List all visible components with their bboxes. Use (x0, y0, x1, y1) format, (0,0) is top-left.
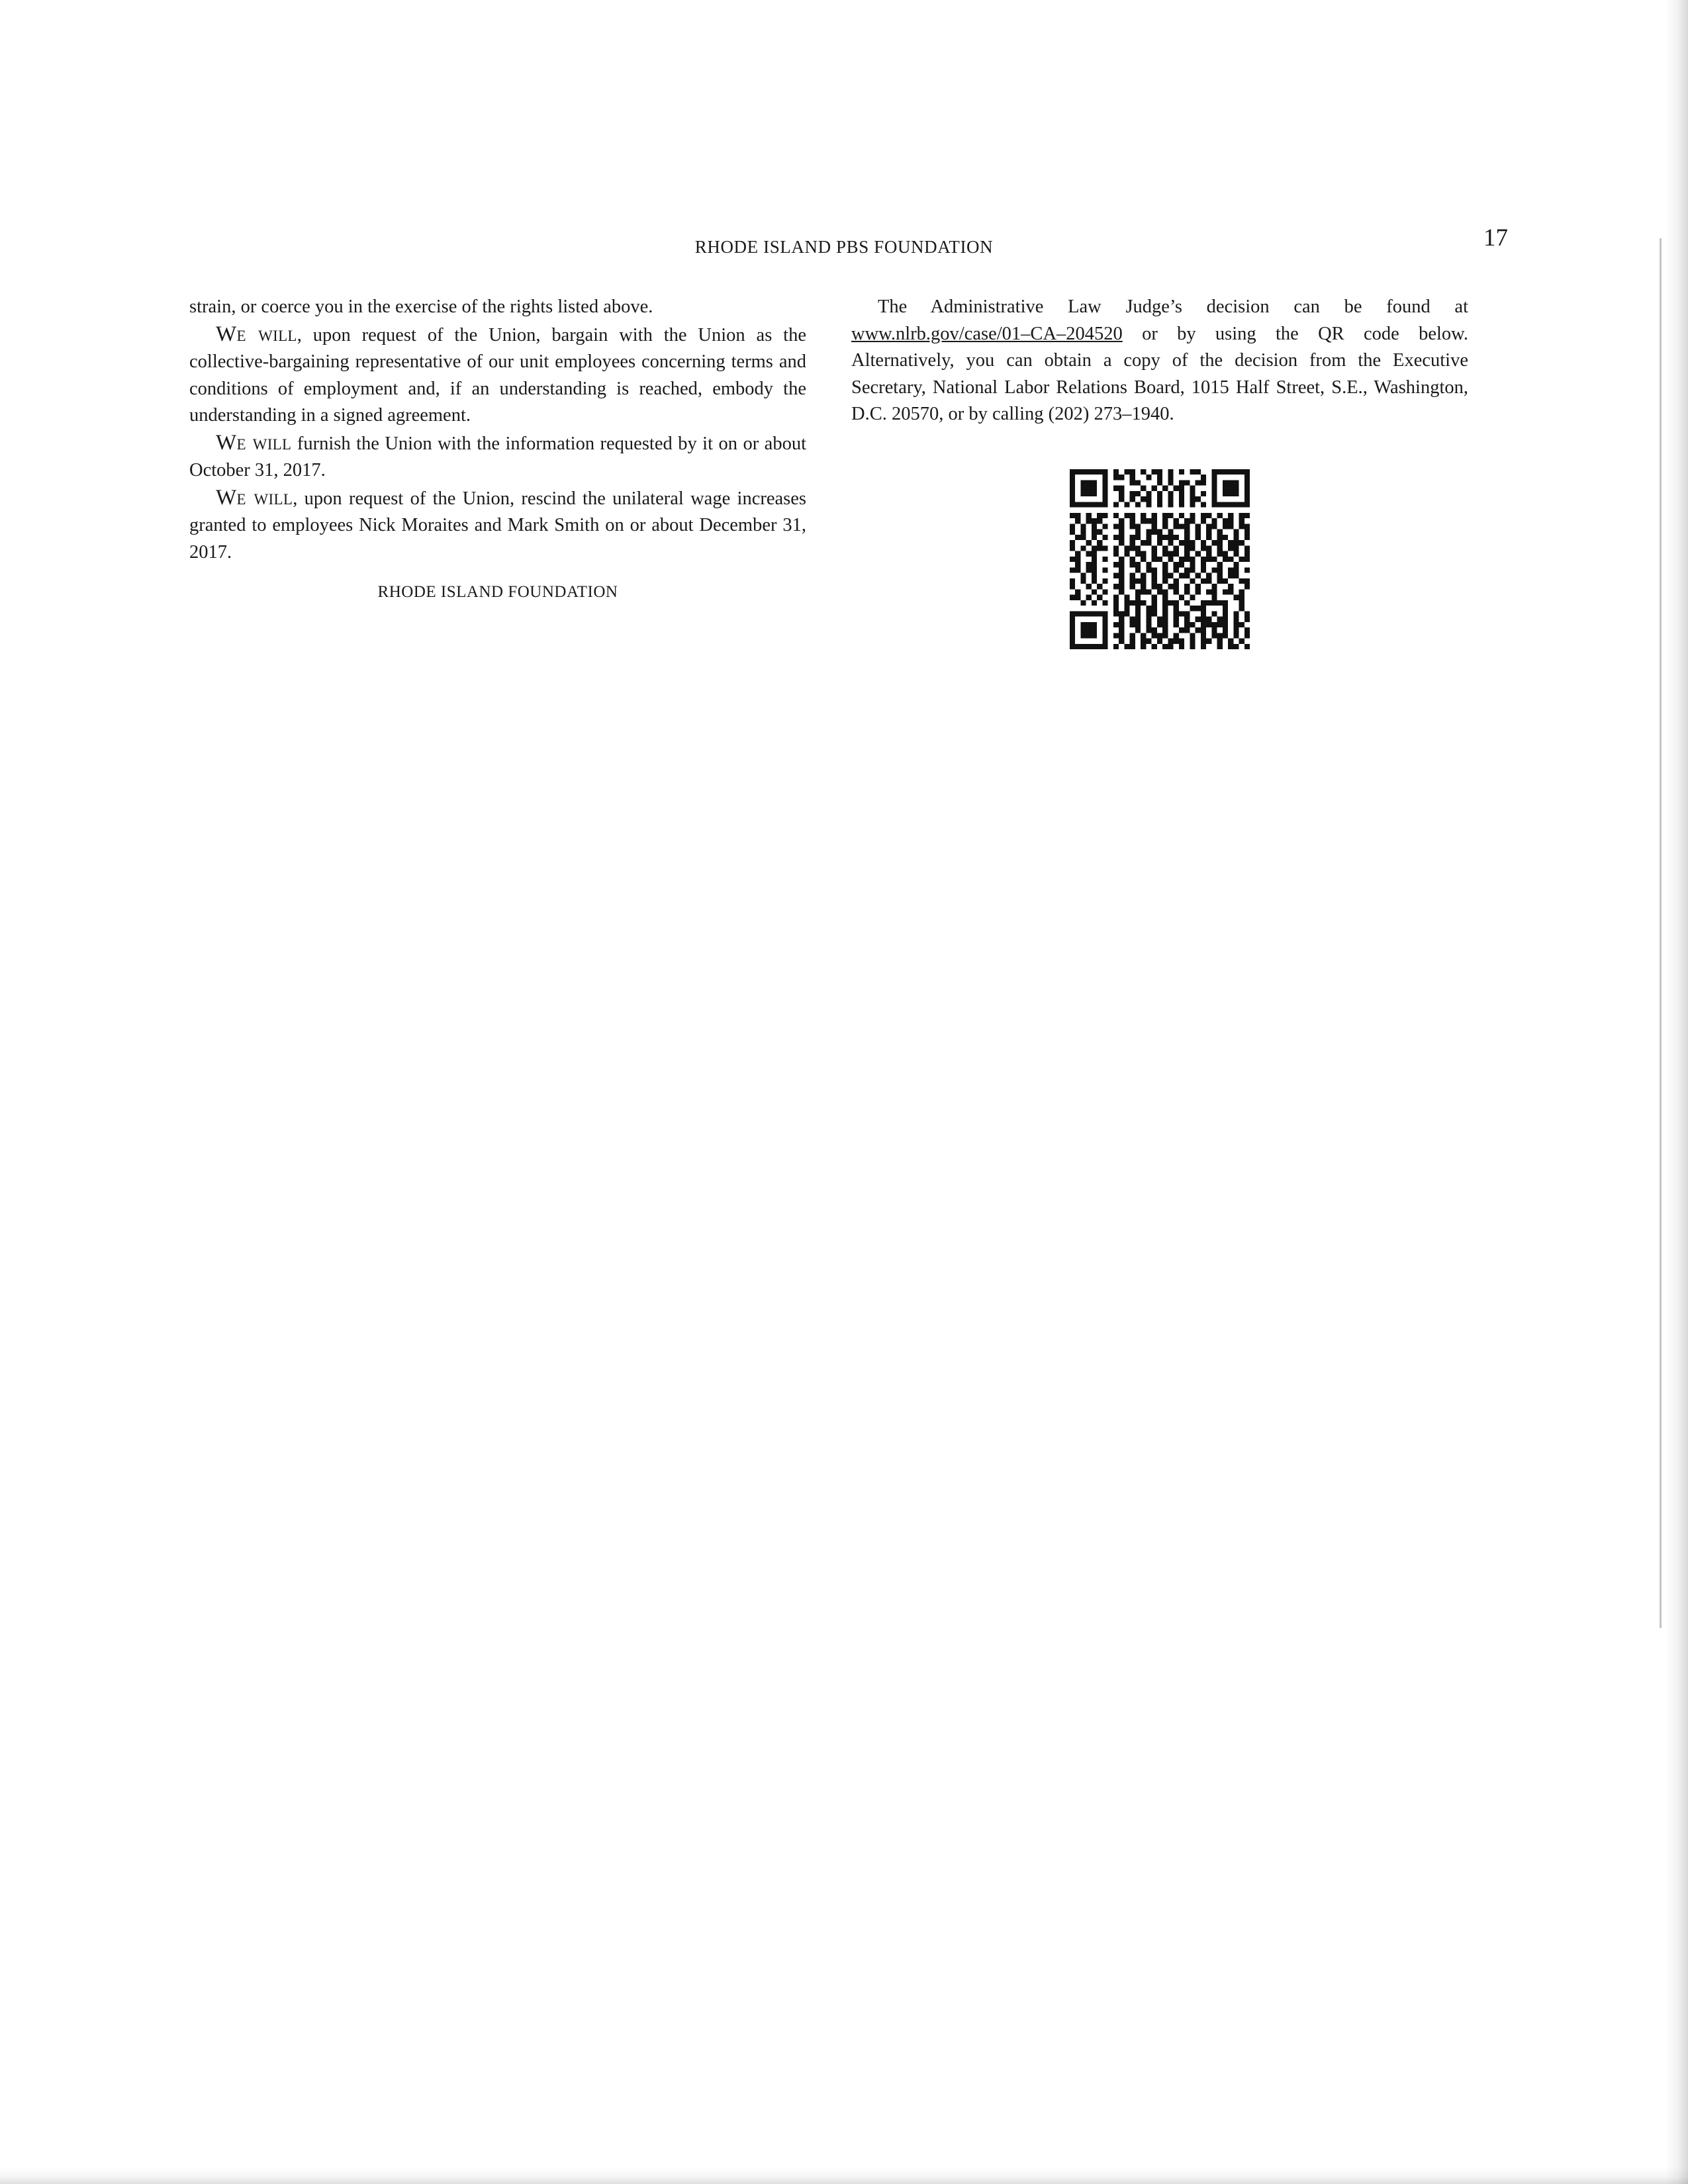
scan-edge-right (1665, 0, 1688, 2184)
scan-edge-line (1660, 238, 1662, 1628)
page-number: 17 (1483, 224, 1508, 251)
paragraph-bargain-text: , upon request of the Union, bargain with the Union as the collective-bargaining representative of our unit employees concerning terms and conditions of employment and, if an understanding is reached, embody the understanding in a signed agreement. (189, 324, 806, 426)
paragraph-furnish-text: furnish the Union with the information requested by it on or about October 31, 2017. (189, 433, 807, 480)
paragraph-rescind (189, 484, 806, 567)
decision-text-after-link: or by using the QR code below. Alternatively, you can obtain a copy of the decision from the Executive Secretary, National Labor Relations Board, 1015 Half Street, S.E., Washington, D.C. 20570, or by calling (202) 273–1940. (851, 323, 1468, 424)
paragraph-decision-availability (851, 294, 1468, 428)
decision-text-before-link: The Administrative Law Judge’s decision can be found at (878, 296, 1468, 317)
body-columns (189, 294, 1468, 649)
signature-line: RHODE ISLAND FOUNDATION (377, 583, 618, 601)
we-will-lead-3: We will (216, 485, 293, 510)
paragraph-rescind-text: , upon request of the Union, rescind the unilateral wage increases granted to employees Nick Moraites and Mark Smith on or about December 31, 2017. (189, 488, 806, 563)
qr-code-container (851, 469, 1468, 649)
scan-edge-bottom (0, 2167, 1688, 2184)
qr-code (1070, 469, 1250, 649)
running-head: RHODE ISLAND PBS FOUNDATION (694, 237, 994, 257)
continued-paragraph: strain, or coerce you in the exercise of the rights listed above. (189, 296, 653, 317)
left-column (189, 294, 806, 649)
nlrb-case-link[interactable]: www.nlrb.gov/case/01–CA–204520 (851, 323, 1123, 344)
right-column (851, 294, 1468, 649)
we-will-lead-1: We will (216, 322, 297, 346)
we-will-lead-2: We will (216, 430, 292, 455)
paragraph-furnish (189, 430, 806, 484)
paragraph-bargain (189, 321, 806, 430)
